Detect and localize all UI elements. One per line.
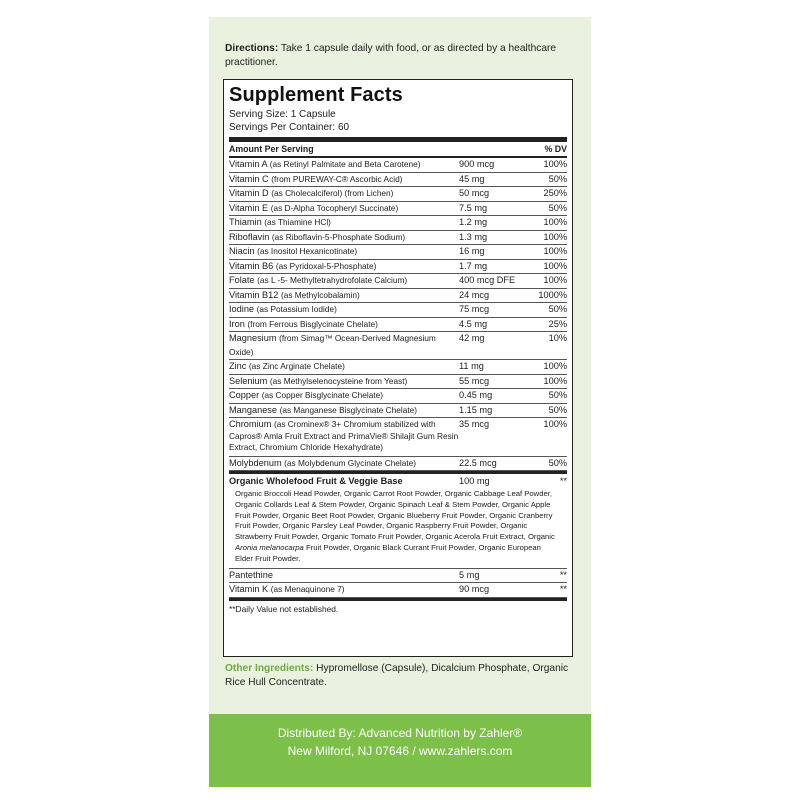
address-line: New Milford, NJ 07646 / www.zahlers.com [287,744,513,758]
nutrient-dv: 100% [543,260,567,271]
nutrient-amount: 5 mg [459,569,480,580]
nutrient-name-cell [229,303,459,317]
nutrient-row [229,216,567,231]
nutrient-row [229,274,567,289]
nutrient-name: Vitamin B6 [229,260,274,271]
nutrient-name: Vitamin B12 [229,289,279,300]
nutrient-source: (as Methylcobalamin) [280,289,360,300]
nutrient-source: (from PUREWAY-C® Ascorbic Acid) [271,173,403,184]
serving-size: Serving Size: 1 Capsule [229,109,336,120]
nutrient-source: (as D-Alpha Tocopheryl Succinate) [270,202,399,213]
distributor-line: Distributed By: Advanced Nutrition by Zahler® [277,726,523,740]
nutrient-name-cell [229,202,459,216]
nutrient-dv: 250% [543,188,567,198]
blend-amount: 100 mg [459,476,490,486]
nutrient-amount: 50 mcg [459,188,490,198]
nutrient-dv: 100% [543,419,567,429]
nutrient-amount: 16 mg [459,246,485,256]
nutrient-name: Molybdenum [229,457,282,468]
nutrient-name: Iodine [229,304,255,314]
footnote: **Daily Value not established. [229,603,339,614]
nutrient-row [229,389,567,404]
nutrient-dv: 100% [543,159,567,169]
nutrient-amount: 7.5 mg [459,202,488,213]
nutrient-name: Magnesium [229,333,277,343]
blend-desc-italic: Aronia melanocarpa [235,542,304,552]
distributor-footer [209,714,591,787]
nutrient-source: (as Zinc Arginate Chelate) [248,361,345,371]
nutrient-dv: 1000% [538,289,567,300]
nutrient-amount: 1.3 mg [459,231,488,242]
nutrient-name-cell [229,173,459,187]
label-panel [209,17,591,787]
nutrient-name: Riboflavin [229,231,270,242]
blend-dv: ** [559,476,567,486]
nutrient-amount: 400 mcg DFE [459,275,516,285]
nutrient-row [229,583,567,598]
nutrient-row [229,457,567,472]
nutrient-source: (as Crominex® 3+ Chromium stabilized with Capros® Amla Fruit Extract and PrimaVie® Shilajit Gum Resin Extract, Chromium Chloride Hexahydrate) [229,419,459,452]
nutrient-name: Chromium [229,419,272,429]
nutrient-name-cell [229,404,459,418]
nutrient-amount: 1.7 mg [459,260,488,271]
nutrient-name: Thiamin [229,217,262,227]
nutrient-amount: 75 mcg [459,304,490,314]
nutrient-name: Vitamin C [229,173,269,184]
nutrient-dv: 100% [543,275,567,285]
nutrient-name: Niacin [229,246,255,256]
nutrient-dv: 50% [548,457,567,468]
nutrient-name-cell [229,158,459,172]
nutrient-name-cell [229,318,459,332]
nutrient-row [229,360,567,375]
nutrient-name: Copper [229,390,260,400]
nutrient-row [229,303,567,318]
other-ingredients-text: Hypromellose (Capsule), Dicalcium Phosphate, Organic Rice Hull Concentrate. [225,663,569,688]
blend-description [229,488,567,569]
blend-row [229,471,567,488]
nutrient-source: (as Menaquinone 7) [270,584,345,595]
nutrient-dv: ** [559,584,567,595]
directions-label: Directions: [225,43,279,54]
nutrient-name-cell [229,375,459,389]
nutrient-name: Vitamin D [229,188,269,198]
nutrient-amount: 1.15 mg [459,404,493,415]
nutrient-source: (from Simag™ Ocean-Derived Magnesium Oxide) [229,333,436,357]
nutrient-dv: 100% [543,246,567,256]
nutrient-dv: 50% [548,202,567,213]
nutrient-dv: 25% [548,318,567,329]
nutrient-amount: 45 mg [459,173,485,184]
nutrient-name: Vitamin E [229,202,269,213]
nutrient-source: (as Inositol Hexanicotinate) [257,246,358,256]
nutrient-name-cell [229,569,459,583]
nutrient-dv: ** [559,569,567,580]
nutrient-dv: 50% [548,304,567,314]
nutrient-name: Folate [229,275,255,285]
nutrient-dv: 100% [543,231,567,242]
nutrient-row [229,569,567,584]
nutrient-dv: 10% [548,333,567,343]
nutrient-row [229,375,567,390]
nutrient-amount: 90 mcg [459,584,490,595]
nutrient-amount: 4.5 mg [459,318,488,329]
nutrient-row [229,404,567,419]
blend-desc-part2: Fruit Powder, Organic Black Currant Fruit Powder, Organic European Elder Fruit Powder. [235,542,541,563]
nutrient-rows [229,158,567,471]
nutrient-source: (as Pyridoxal-5-Phosphate) [275,260,377,271]
nutrient-source: (as Potassium Iodide) [256,304,337,314]
nutrient-name: Vitamin K [229,584,269,595]
nutrient-source: (from Ferrous Bisglycinate Chelate) [247,318,378,329]
facts-title: Supplement Facts [229,84,403,106]
nutrient-source: (as Thiamine HCl) [264,217,331,227]
nutrient-row [229,187,567,202]
nutrient-amount: 24 mcg [459,289,490,300]
other-ingredients [225,662,575,690]
nutrient-amount: 0.45 mg [459,390,493,400]
nutrient-source: (as Riboflavin-5-Phosphate Sodium) [271,231,406,242]
nutrient-dv: 100% [543,217,567,227]
nutrient-name-cell [229,216,459,230]
nutrient-dv: 100% [543,361,567,371]
nutrient-name-cell [229,231,459,245]
other-ingredients-label: Other Ingredients: [225,663,314,674]
nutrient-amount: 1.2 mg [459,217,488,227]
nutrient-row [229,418,567,457]
nutrient-name-cell [229,418,459,456]
nutrient-row [229,289,567,304]
nutrient-row [229,173,567,188]
nutrient-dv: 50% [548,404,567,415]
nutrient-name-cell [229,583,459,597]
nutrient-row [229,202,567,217]
nutrient-name-cell [229,389,459,403]
nutrient-name: Manganese [229,404,278,415]
nutrient-amount: 900 mcg [459,159,495,169]
nutrient-name: Pantethine [229,569,273,580]
nutrient-name-cell [229,360,459,374]
nutrient-amount: 22.5 mcg [459,457,497,468]
nutrient-source: (as Methylselenocysteine from Yeast) [269,375,408,386]
nutrient-name-cell [229,289,459,303]
nutrient-amount: 35 mcg [459,419,490,429]
blend-name: Organic Wholefood Fruit & Veggie Base [229,476,403,486]
nutrient-name-cell [229,260,459,274]
nutrient-source: (as L -5- Methyltetrahydrofolate Calcium) [257,275,408,285]
nutrient-source: (as Molybdenum Glycinate Chelate) [284,457,417,468]
nutrient-amount: 55 mcg [459,375,490,386]
supplement-facts-table [223,79,573,657]
nutrient-name-cell [229,457,459,471]
dv-header: % DV [544,144,567,154]
nutrient-name-cell [229,187,459,201]
nutrient-row [229,245,567,260]
amount-header: Amount Per Serving [229,144,314,154]
nutrient-name: Selenium [229,375,268,386]
nutrient-source: (as Copper Bisglycinate Chelate) [261,390,383,400]
nutrient-name: Vitamin A [229,159,268,169]
nutrient-row [229,318,567,333]
blend-desc-part1: Organic Broccoli Head Powder, Organic Carrot Root Powder, Organic Cabbage Leaf Powder, Organic Collards Leaf & Stem Powder, Organic Spinach Leaf & Stem Powder, Organic Apple Fruit Powder, Organic Beet Root Powder, Organic Blueberry Fruit Powder, Organic Cranberry Fruit Powder, Organic Parsley Leaf Powder, Organic Raspberry Fruit Powder, Organic Strawberry Fruit Powder, Organic Tomato Fruit Powder, Organic Acerola Fruit Extract, Organic [235,489,555,542]
nutrient-name: Zinc [229,361,247,371]
extra-rows [229,569,567,598]
nutrient-row [229,231,567,246]
directions [225,42,575,70]
amount-header-row [229,142,567,156]
nutrient-source: (as Retinyl Palmitate and Beta Carotene) [269,159,421,169]
servings-per-container: Servings Per Container: 60 [229,122,350,133]
nutrient-row [229,332,567,360]
nutrient-source: (as Manganese Bisglycinate Chelate) [279,404,418,415]
nutrient-name-cell [229,274,459,288]
nutrient-name: Iron [229,318,245,329]
nutrient-dv: 50% [548,390,567,400]
nutrient-name-cell [229,332,459,359]
nutrient-name-cell [229,245,459,259]
nutrient-amount: 42 mg [459,333,485,343]
nutrient-row [229,260,567,275]
nutrient-amount: 11 mg [459,361,484,371]
directions-text: Take 1 capsule daily with food, or as directed by a healthcare practitioner. [225,43,557,68]
nutrient-dv: 50% [548,173,567,184]
nutrient-row [229,158,567,173]
nutrient-source: (as Cholecalciferol) (from Lichen) [271,188,394,198]
nutrient-dv: 100% [543,375,567,386]
